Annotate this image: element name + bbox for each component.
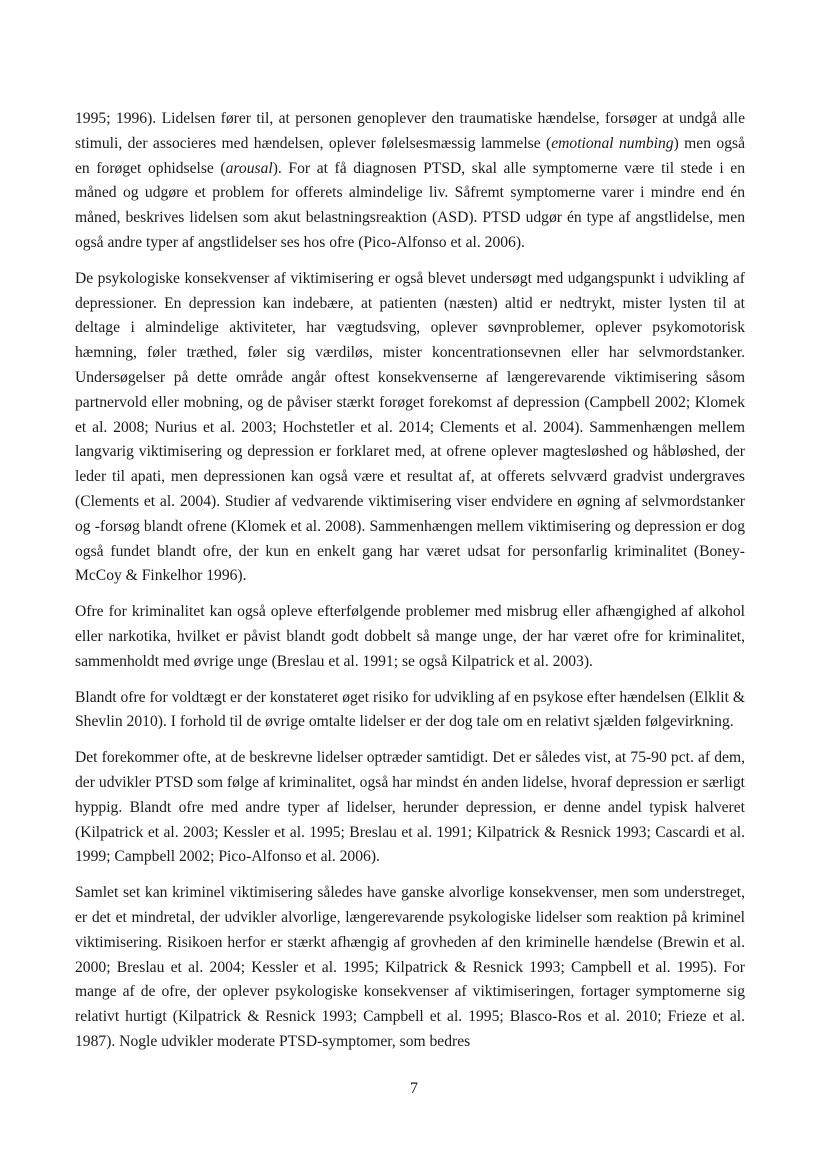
- text-segment: 1995; 1996). Lidelsen fører til, at personen genoplever den traumatiske hændelse, forsøger at undgå alle stimuli, der associeres med hændelsen, oplever følelsesmæssig lammelse (: [75, 110, 745, 152]
- paragraph: [75, 267, 745, 589]
- paragraph: [75, 107, 745, 256]
- text-segment: ) men også en forøget ophidselse (: [75, 134, 745, 177]
- paragraph: [75, 686, 745, 736]
- paragraph: [75, 600, 745, 674]
- paragraph: [75, 746, 745, 870]
- text-segment: Ofre for kriminalitet kan også opleve efterfølgende problemer med misbrug eller afhængighed af alkohol eller narkotika, hvilket er påvist blandt godt dobbelt så mange unge, der har været ofre for kriminalitet, sammenholdt med øvrige unge (Breslau et al. 1991; se også Kilpatrick et al. 2003).: [75, 603, 745, 670]
- italic-term: arousal: [225, 159, 273, 177]
- paragraph: [75, 881, 745, 1055]
- italic-term: emotional numbing: [551, 134, 674, 152]
- body-text: [75, 107, 745, 1066]
- text-segment: Samlet set kan kriminel viktimisering således have ganske alvorlige konsekvenser, men som understreget, er det et mindretal, der udvikler alvorlige, længerevarende psykologiske lidelser som reaktion på kriminel viktimisering. Risikoen herfor er stærkt afhængig af grovheden af den kriminelle hændelse (Brewin et al. 2000; Breslau et al. 2004; Kessler et al. 1995; Kilpatrick & Resnick 1993; Campbell et al. 1995). For mange af de ofre, der oplever psykologiske konsekvenser af viktimiseringen, fortager symptomerne sig relativt hurtigt (Kilpatrick & Resnick 1993; Campbell et al. 1995; Blasco-Ros et al. 2010; Frieze et al. 1987). Nogle udvikler moderate PTSD-symptomer, som bedres: [75, 884, 745, 1050]
- page-number: 7: [410, 1080, 418, 1097]
- text-segment: Blandt ofre for voldtægt er der konstateret øget risiko for udvikling af en psykose efter hændelsen (Elklit & Shevlin 2010). I forhold til de øvrige omtalte lidelser er der dog tale om en relativt sjælden følgevirkning.: [75, 688, 745, 731]
- text-segment: ). For at få diagnosen PTSD, skal alle symptomerne være til stede i en måned og udgøre et problem for offerets almindelige liv. Såfremt symptomerne varer i mindre end én måned, beskrives lidelsen som akut belastningsreaktion (ASD). PTSD udgør én type af angstlidelse, men også andre typer af angstlidelser ses hos ofre (Pico-Alfonso et al. 2006).: [75, 159, 746, 251]
- text-segment: De psykologiske konsekvenser af viktimisering er også blevet undersøgt med udgangspunkt i udvikling af depressioner. En depression kan indebære, at patienten (næsten) altid er nedtrykt, mister lysten til at deltage i almindelige aktiviteter, har vægtudsving, oplever søvnproblemer, oplever psykomotorisk hæmning, føler træthed, føler sig værdiløs, mister koncentrationsevnen eller har selvmordstanker. Undersøgelser på dette område angår oftest konsekvenserne af længerevarende viktimisering såsom partnervold eller mobning, og de påviser stærkt forøget forekomst af depression (Campbell 2002; Klomek et al. 2008; Nurius et al. 2003; Hochstetler et al. 2014; Clements et al. 2004). Sammenhængen mellem langvarig viktimisering og depression er forklaret med, at ofrene oplever magtesløshed og håbløshed, der leder til apati, men depressionen kan også være et resultat af, at offerets selvværd gradvist undergraves (Clements et al. 2004). Studier af vedvarende viktimisering viser endvidere en øgning af selvmordstanker og -forsøg blandt ofrene (Klomek et al. 2008). Sammenhængen mellem viktimisering og depression er dog også fundet blandt ofre, der kun en enkelt gang har været udsat for personfarlig kriminalitet (Boney-McCoy & Finkelhor 1996).: [75, 269, 745, 585]
- text-segment: Det forekommer ofte, at de beskrevne lidelser optræder samtidigt. Det er således vist, at 75-90 pct. af dem, der udvikler PTSD som følge af kriminalitet, også har mindst én anden lidelse, hvoraf depression er særligt hyppig. Blandt ofre med andre typer af lidelser, herunder depression, er denne andel typisk halveret (Kilpatrick et al. 2003; Kessler et al. 1995; Breslau et al. 1991; Kilpatrick & Resnick 1993; Cascardi et al. 1999; Campbell 2002; Pico-Alfonso et al. 2006).: [75, 749, 745, 866]
